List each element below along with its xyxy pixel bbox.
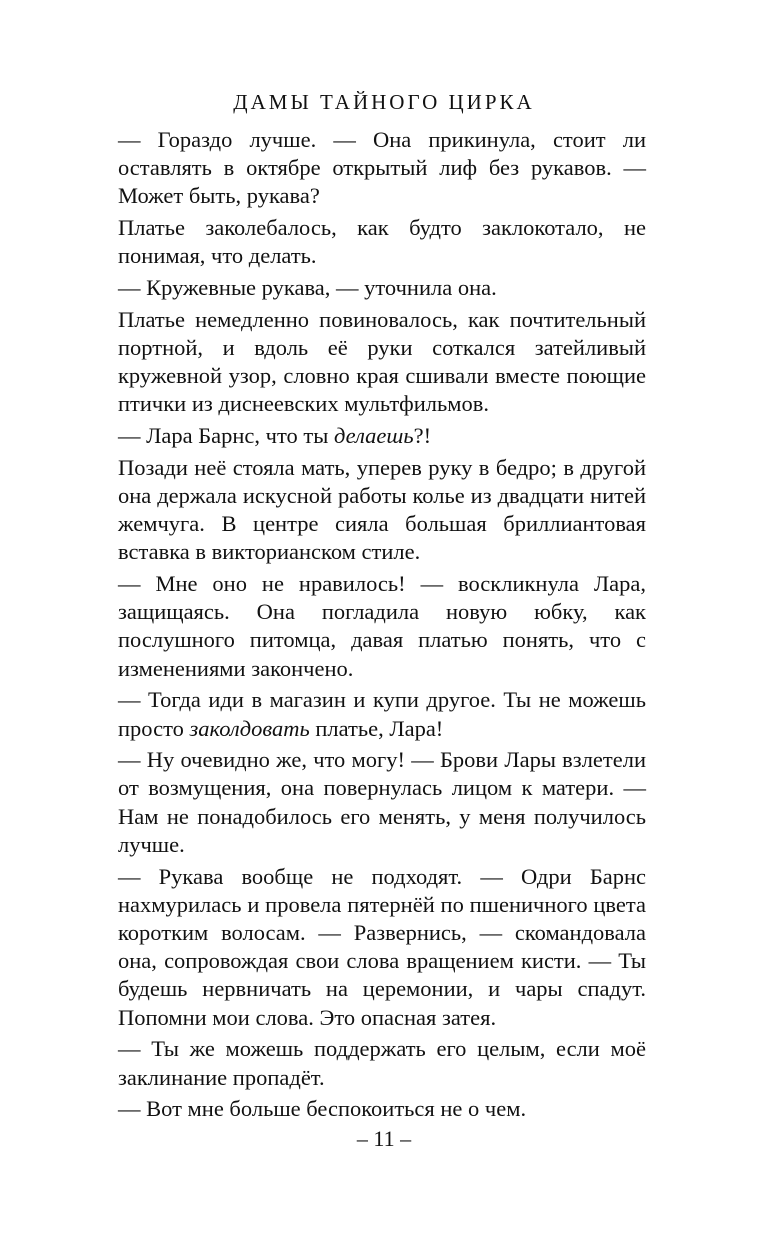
- paragraph: [118, 746, 646, 859]
- italic-text: делаешь: [333, 423, 414, 449]
- page-number: – 11 –: [356, 1126, 412, 1151]
- text-run: — Тогда иди в магазин и купи другое. Ты не можешь просто: [118, 687, 646, 741]
- paragraph: [118, 1095, 646, 1123]
- paragraph: [118, 570, 646, 683]
- text-run: — Лара Барнс, что ты: [118, 423, 334, 449]
- paragraph: [118, 214, 646, 270]
- paragraph: [118, 422, 646, 450]
- text-run: — Ну очевидно же, что могу! — Брови Лары взлетели от возмущения, она повернулась лицом к матери. — Нам не понадобилось его менять, у меня получилось лучше.: [118, 747, 646, 857]
- text-run: — Вот мне больше беспокоиться не о чем.: [118, 1096, 527, 1122]
- text-run: — Гораздо лучше. — Она прикинула, стоит ли оставлять в октябре открытый лиф без рукавов. — Может быть, рукава?: [118, 127, 646, 209]
- text-run: ?!: [413, 423, 432, 449]
- paragraph: [118, 454, 646, 567]
- paragraph: [118, 126, 646, 211]
- body-text: [118, 126, 646, 1123]
- text-run: — Кружевные рукава, — уточнила она.: [118, 275, 497, 301]
- paragraph: [118, 863, 646, 1032]
- text-run: Платье немедленно повиновалось, как почтительный портной, и вдоль её руки соткался затейливый кружевной узор, словно края сшивали вместе поющие птички из диснеевских мультфильмов.: [118, 306, 646, 417]
- paragraph: [118, 686, 646, 742]
- paragraph: [118, 274, 646, 302]
- text-run: — Мне оно не нравилось! — воскликнула Лара, защищаясь. Она погладила новую юбку, как послушного питомца, давая платью понять, что с изменениями закончено.: [118, 571, 646, 681]
- text-run: Позади неё стояла мать, уперев руку в бедро; в другой она держала искусной работы колье из двадцати нитей жемчуга. В центре сияла большая бриллиантовая вставка в викторианском стиле.: [118, 454, 646, 565]
- text-run: — Рукава вообще не подходят. — Одри Барнс нахмурилась и провела пятернёй по пшеничного цвета коротким волосам. — Развернись, — скомандовала она, сопровождая свои слова вращением кисти. — Ты будешь нервничать на церемонии, и чары спадут. Попомни мои слова. Это опасная затея.: [118, 863, 646, 1030]
- italic-text: заколдовать: [189, 715, 310, 741]
- text-run: — Ты же можешь поддержать его целым, если моё заклинание пропадёт.: [118, 1036, 646, 1090]
- running-head: ДАМЫ ТАЙНОГО ЦИРКА: [233, 90, 535, 114]
- paragraph: [118, 1035, 646, 1091]
- text-run: Платье заколебалось, как будто заклокотало, не понимая, что делать.: [118, 215, 646, 269]
- paragraph: [118, 306, 646, 419]
- text-run: платье, Лара!: [309, 715, 444, 741]
